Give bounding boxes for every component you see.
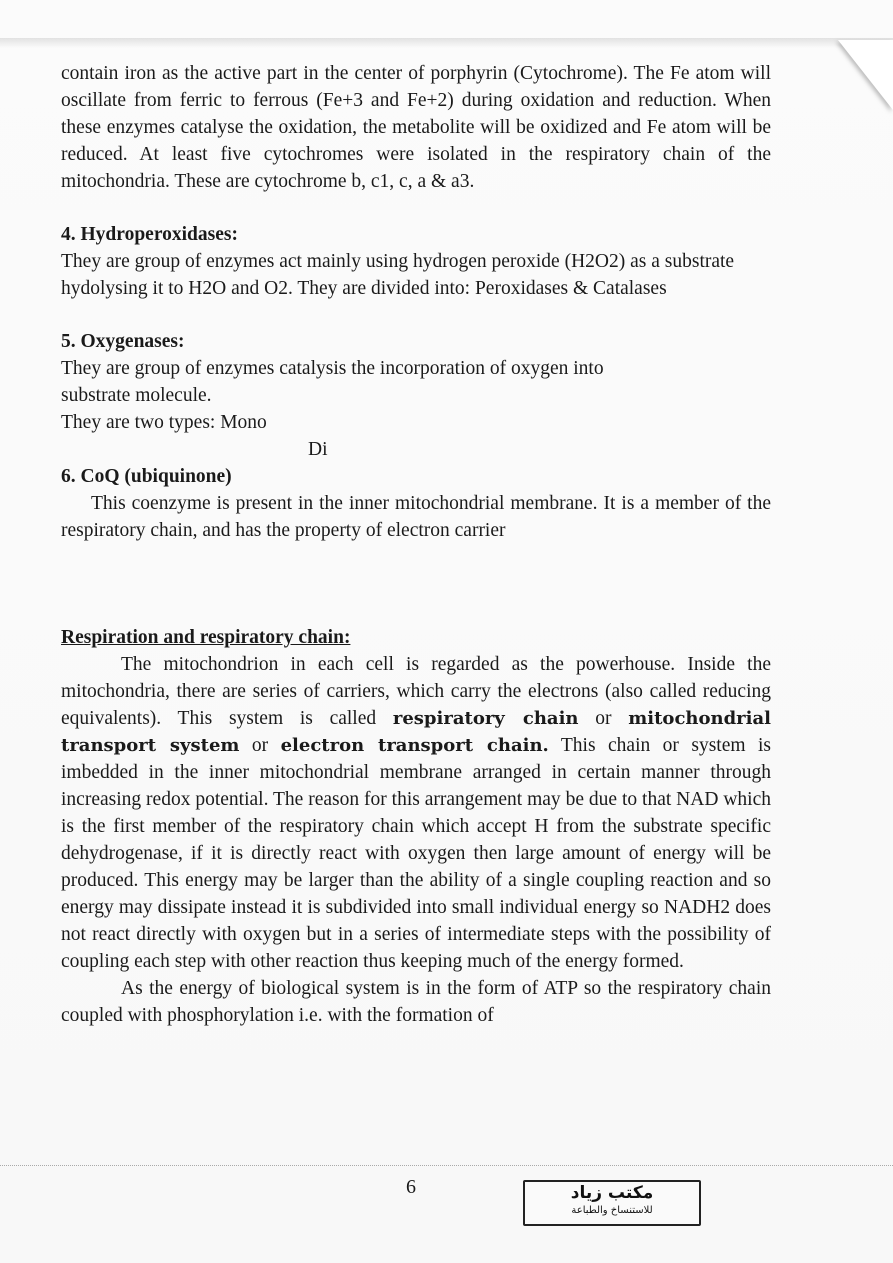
heading-coq: 6. CoQ (ubiquinone) — [61, 466, 232, 487]
page-number: 6 — [406, 1176, 416, 1198]
respiration-text-d: This chain or system is imbedded in the inner mitochondrial membrane arranged in certain manner through increasing redox potential. The reason for this arrangement may be due to that NAD which is the first member of the respiratory chain which accept H from the substrate specific dehydrogenase, if it is directly react with oxygen then large amount of energy will be produced. This energy may be larger than the ability of a single coupling reaction and so energy may dissipate instead it is subdivided into small individual energy so NADH2 does not react directly with oxygen but in a series of intermediate steps with the possibility of coupling each step with other reaction thus keeping much of the energy formed. — [61, 735, 771, 972]
oxygenases-line-3: They are two types: Mono — [61, 412, 267, 433]
respiration-text-b: or — [578, 708, 629, 729]
term-mitochondrial-transport-system: mitochondrial transport system — [61, 708, 771, 756]
oxygenases-line-2: substrate molecule. — [61, 385, 212, 406]
hydroperoxidases-body: They are group of enzymes act mainly using hydrogen peroxide (H2O2) as a substrate hydolysing it to H2O and O2. They are divided into: Peroxidases & Catalases — [61, 251, 735, 299]
term-electron-transport-chain: electron transport chain. — [280, 735, 549, 756]
coq-body: This coenzyme is present in the inner mitochondrial membrane. It is a member of the respiratory chain, and has the property of electron carrier — [61, 493, 771, 541]
stamp-line-2: للاستنساخ والطباعة — [571, 1205, 653, 1216]
page-content — [61, 60, 771, 1029]
scan-top-shadow — [0, 38, 893, 48]
heading-respiration: Respiration and respiratory chain: — [61, 627, 351, 648]
respiration-text-c: or — [239, 735, 281, 756]
intro-paragraph: contain iron as the active part in the center of porphyrin (Cytochrome). The Fe atom will oscillate from ferric to ferrous (Fe+3 and Fe+2) during oxidation and reduction. When these enzymes catalyse the oxidation, the metabolite will be oxidized and Fe atom will be reduced. At least five cytochromes were isolated in the respiratory chain of the mitochondria. These are cytochrome b, c1, c, a & a3. — [61, 63, 771, 192]
respiration-text-a: The mitochondrion in each cell is regarded as the powerhouse. Inside the mitochondria, there are series of carriers, which carry the electrons (also called reducing equivalents). This system is called — [61, 654, 771, 729]
heading-hydroperoxidases: 4. Hydroperoxidases: — [61, 224, 238, 245]
folded-corner — [838, 40, 893, 110]
term-respiratory-chain: respiratory chain — [392, 708, 579, 729]
print-shop-stamp — [523, 1180, 701, 1226]
respiration-paragraph-2: As the energy of biological system is in the form of ATP so the respiratory chain coupled with phosphorylation i.e. with the formation of — [61, 978, 771, 1026]
heading-oxygenases: 5. Oxygenases: — [61, 331, 185, 352]
oxygenases-line-4: Di — [308, 439, 328, 460]
oxygenases-line-1: They are group of enzymes catalysis the incorporation of oxygen into — [61, 358, 604, 379]
stamp-line-1: مكتب زياد — [570, 1183, 654, 1203]
respiration-paragraph-1 — [61, 651, 771, 975]
footer-divider — [0, 1165, 893, 1167]
